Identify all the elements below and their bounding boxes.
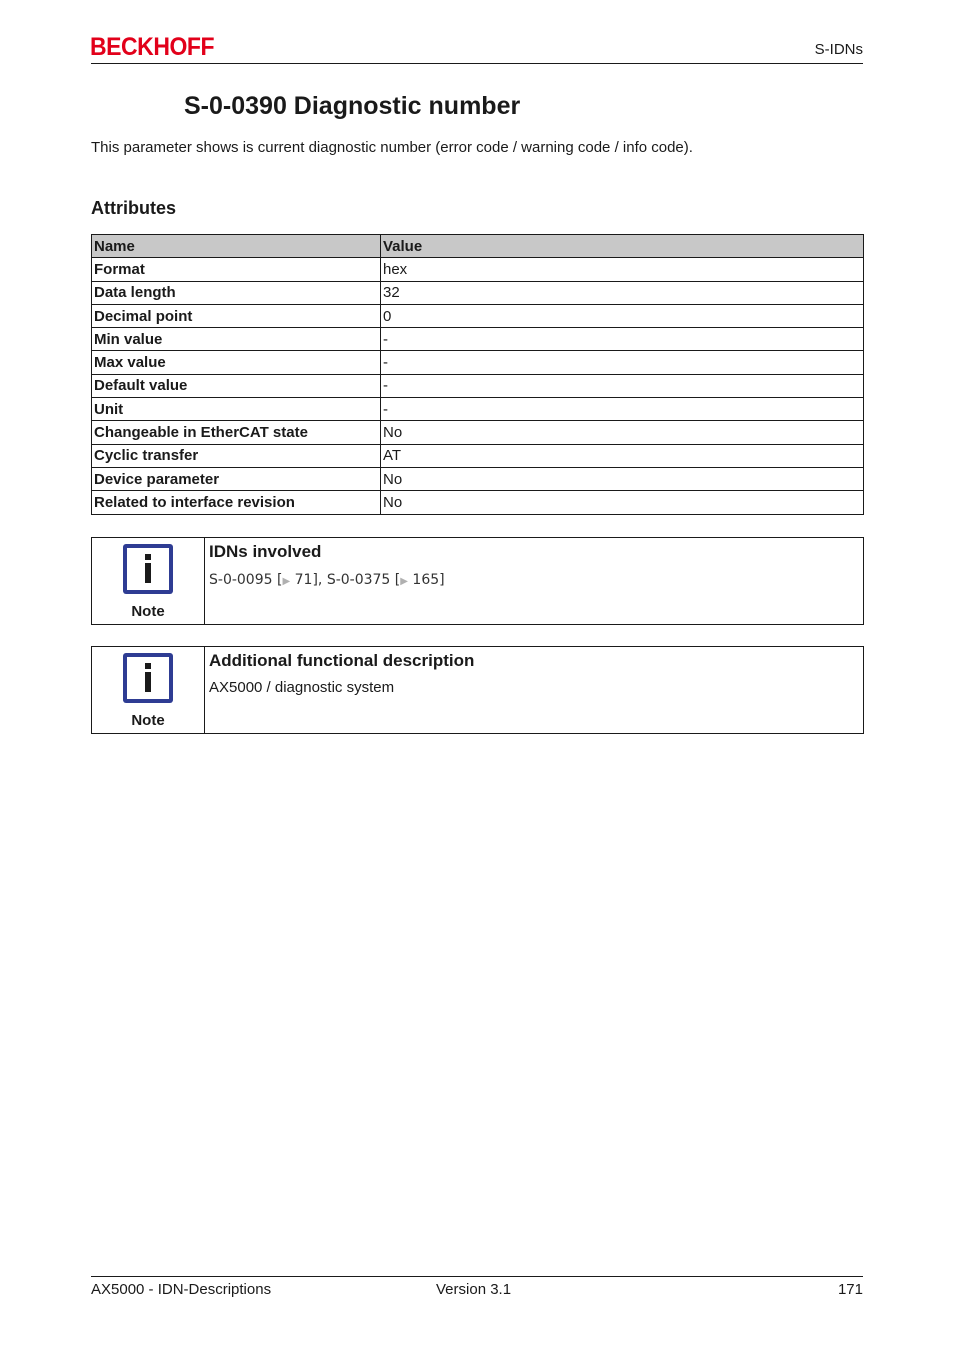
attribute-value: 0 (381, 304, 864, 327)
attribute-value: No (381, 421, 864, 444)
footer-page-number: 171 (837, 1281, 863, 1298)
table-row (92, 467, 864, 490)
note-label: Note (131, 603, 165, 620)
attribute-name: Decimal point (92, 304, 381, 327)
beckhoff-logo: BECKHOFF (90, 33, 215, 61)
intro-paragraph: This parameter shows is current diagnostic number (error code / warning code / info code). (91, 139, 693, 156)
attribute-name: Format (92, 258, 381, 281)
attribute-value: - (381, 328, 864, 351)
page-reference[interactable]: 165 (412, 572, 440, 588)
info-icon (121, 651, 175, 705)
page-title: S-0-0390 Diagnostic number (184, 92, 521, 120)
attribute-name: Unit (92, 398, 381, 421)
table-row (92, 351, 864, 374)
attribute-name: Related to interface revision (92, 491, 381, 514)
attribute-value: hex (381, 258, 864, 281)
footer-version: Version 3.1 (436, 1281, 512, 1298)
attribute-value: No (381, 491, 864, 514)
footer-document-title: AX5000 - IDN-Descriptions (91, 1281, 272, 1298)
note-label: Note (131, 712, 165, 729)
attribute-name: Default value (92, 374, 381, 397)
header-section-title: S-IDNs (814, 41, 863, 58)
table-row (92, 398, 864, 421)
attribute-value: - (381, 351, 864, 374)
note-title: IDNs involved (209, 542, 322, 561)
attribute-name: Changeable in EtherCAT state (92, 421, 381, 444)
table-row (92, 258, 864, 281)
table-row (92, 421, 864, 444)
attribute-name: Device parameter (92, 467, 381, 490)
header-divider (91, 63, 863, 64)
page-reference[interactable]: 71 (294, 572, 313, 588)
table-row (92, 328, 864, 351)
table-row (92, 444, 864, 467)
table-row (92, 491, 864, 514)
footer-divider (91, 1276, 863, 1277)
info-icon (121, 542, 175, 596)
table-row (92, 281, 864, 304)
attribute-name: Min value (92, 328, 381, 351)
attribute-name: Max value (92, 351, 381, 374)
attributes-table (91, 234, 864, 515)
note-box-additional-description (91, 646, 864, 734)
table-header-row (92, 235, 864, 258)
attribute-value: No (381, 467, 864, 490)
attributes-heading: Attributes (91, 198, 176, 218)
idn-references: S-0-0095 [▶ 71], S-0-0375 [▶ 165] (209, 572, 445, 588)
attribute-value: AT (381, 444, 864, 467)
idn-link-s-0-0375[interactable]: S-0-0375 (326, 572, 391, 588)
attribute-value: - (381, 374, 864, 397)
table-row (92, 374, 864, 397)
idn-link-s-0-0095[interactable]: S-0-0095 (209, 572, 273, 588)
attribute-name: Cyclic transfer (92, 444, 381, 467)
page-arrow-icon: ▶ (282, 576, 291, 587)
page-arrow-icon: ▶ (400, 576, 408, 587)
column-header-name: Name (92, 235, 381, 258)
column-header-value: Value (381, 235, 864, 258)
attribute-name: Data length (92, 281, 381, 304)
note-body: AX5000 / diagnostic system (209, 679, 395, 696)
note-icon-panel (92, 538, 205, 624)
note-icon-panel (92, 647, 205, 733)
note-box-idns-involved (91, 537, 864, 625)
table-row (92, 304, 864, 327)
attribute-value: 32 (381, 281, 864, 304)
attribute-value: - (381, 398, 864, 421)
note-title: Additional functional description (209, 651, 475, 670)
